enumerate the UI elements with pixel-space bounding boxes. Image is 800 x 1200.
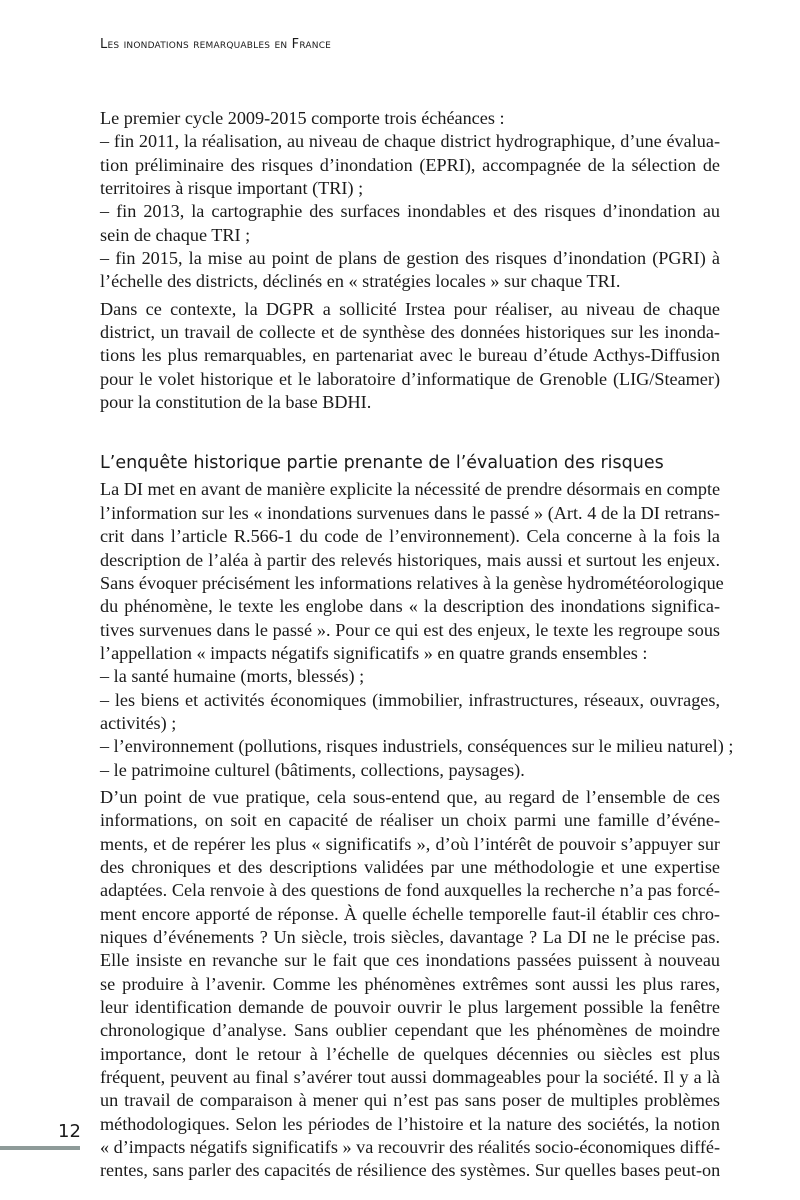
text-line: district, un travail de collecte et de synthèse des données historiques sur les inonda- <box>100 322 720 343</box>
text-line: territoires à risque important (TRI) ; <box>100 178 364 199</box>
paragraph-di-requirements <box>100 478 734 781</box>
paragraph-context <box>100 298 720 415</box>
list-item: – la santé humaine (morts, blessés) ; <box>100 666 365 687</box>
text-line: pour la constitution de la base BDHI. <box>100 392 372 413</box>
paragraph-practical-view <box>100 786 720 1183</box>
text-line: fréquent, peuvent au final s’avérer tout aussi dommageables pour la société. Il y a là <box>100 1067 720 1088</box>
text-line: tion préliminaire des risques d’inondation (EPRI), accompagnée de la sélection de <box>100 154 720 175</box>
text-line: l’information sur les « inondations survenues dans le passé » (Art. 4 de la DI retrans- <box>100 502 720 523</box>
text-line: crit dans l’article R.566-1 du code de l’environnement). Cela concerne à la fois la <box>100 526 720 547</box>
paragraph-first-cycle <box>100 107 720 294</box>
page-number: 12 <box>58 1121 81 1142</box>
text-line: chronologique d’analyse. Sans oublier cependant que les phénomènes de moindre <box>100 1020 720 1041</box>
text-line: Sans évoquer précisément les informations relatives à la genèse hydrométéorologique <box>100 572 724 593</box>
text-line: ment encore apporté de réponse. À quelle échelle temporelle faut-il établir ces chro- <box>100 903 720 924</box>
text-line: importance, dont le retour à l’échelle de quelques décennies ou siècles est plus <box>100 1043 720 1064</box>
text-line: leur identification demande de pouvoir ouvrir le plus largement possible la fenêtre <box>100 997 720 1018</box>
text-line: méthodologiques. Selon les périodes de l’histoire et la nature des sociétés, la notion <box>100 1113 720 1134</box>
list-item-continuation: activités) ; <box>100 712 177 733</box>
text-line: La DI met en avant de manière explicite la nécessité de prendre désormais en compte <box>100 479 721 500</box>
text-line: se produire à l’avenir. Comme les phénomènes extrêmes sont aussi les plus rares, <box>100 973 720 994</box>
text-line: Dans ce contexte, la DGPR a sollicité Irstea pour réaliser, au niveau de chaque <box>100 298 720 319</box>
text-line: niques d’événements ? Un siècle, trois siècles, davantage ? La DI ne le précise pas. <box>100 927 720 947</box>
list-item: – le patrimoine culturel (bâtiments, collections, paysages). <box>100 759 525 780</box>
body-text <box>100 107 734 1187</box>
text-line: « d’impacts négatifs significatifs » va recouvrir des réalités socio-économiques diffé- <box>100 1137 720 1158</box>
text-line: tions les plus remarquables, en partenariat avec le bureau d’étude Acthys-Diffusion <box>100 345 720 366</box>
list-item: – l’environnement (pollutions, risques industriels, conséquences sur le milieu naturel) ; <box>100 736 734 757</box>
text-line: – fin 2013, la cartographie des surfaces inondables et des risques d’inondation au <box>100 201 720 222</box>
text-line: D’un point de vue pratique, cela sous-entend que, au regard de l’ensemble de ces <box>100 786 720 807</box>
text-line: description de l’aléa à partir des relevés historiques, mais aussi et surtout les enjeux. <box>100 549 720 570</box>
text-line: des chroniques et des descriptions validées par une méthodologie et une expertise <box>100 856 720 877</box>
text-line: pour le volet historique et le laboratoire d’informatique de Grenoble (LIG/Steamer) <box>100 368 720 389</box>
text-line: tives survenues dans le passé ». Pour ce qui est des enjeux, le texte les regroupe sous <box>100 619 720 640</box>
text-line: un travail de comparaison à mener qui n’est pas sans poser de multiples problèmes <box>100 1090 720 1111</box>
text-line: Elle insiste en revanche sur le fait que ces inondations passées puissent à nouveau <box>100 950 720 971</box>
text-line: – fin 2015, la mise au point de plans de gestion des risques d’inondation (PGRI) à <box>100 248 720 269</box>
list-item: – les biens et activités économiques (immobilier, infrastructures, réseaux, ouvrages, <box>100 689 720 710</box>
text-line: adaptées. Cela renvoie à des questions de fond auxquelles la recherche n’a pas forcé- <box>100 880 720 901</box>
text-line: Le premier cycle 2009-2015 comporte trois échéances : <box>100 108 505 128</box>
running-head: Les inondations remarquables en France <box>100 37 332 52</box>
text-line: – fin 2011, la réalisation, au niveau de chaque district hydrographique, d’une évalua- <box>100 131 720 152</box>
text-line: sein de chaque TRI ; <box>100 224 251 245</box>
page-number-rule <box>0 1146 80 1150</box>
text-line: ments, et de repérer les plus « significatifs », d’où l’intérêt de pouvoir s’appuyer sur <box>100 833 720 854</box>
text-line: informations, on soit en capacité de réaliser un choix parmi une famille d’événe- <box>100 810 720 831</box>
text-line: l’échelle des districts, déclinés en « stratégies locales » sur chaque TRI. <box>100 271 621 292</box>
text-line: l’appellation « impacts négatifs significatifs » en quatre grands ensembles : <box>100 642 648 663</box>
text-line: rentes, sans parler des capacités de résilience des systèmes. Sur quelles bases peut-on <box>100 1160 721 1181</box>
text-line: du phénomène, le texte les englobe dans « la description des inondations significa- <box>100 596 720 617</box>
section-heading: L’enquête historique partie prenante de l’évaluation des risques <box>100 453 664 474</box>
